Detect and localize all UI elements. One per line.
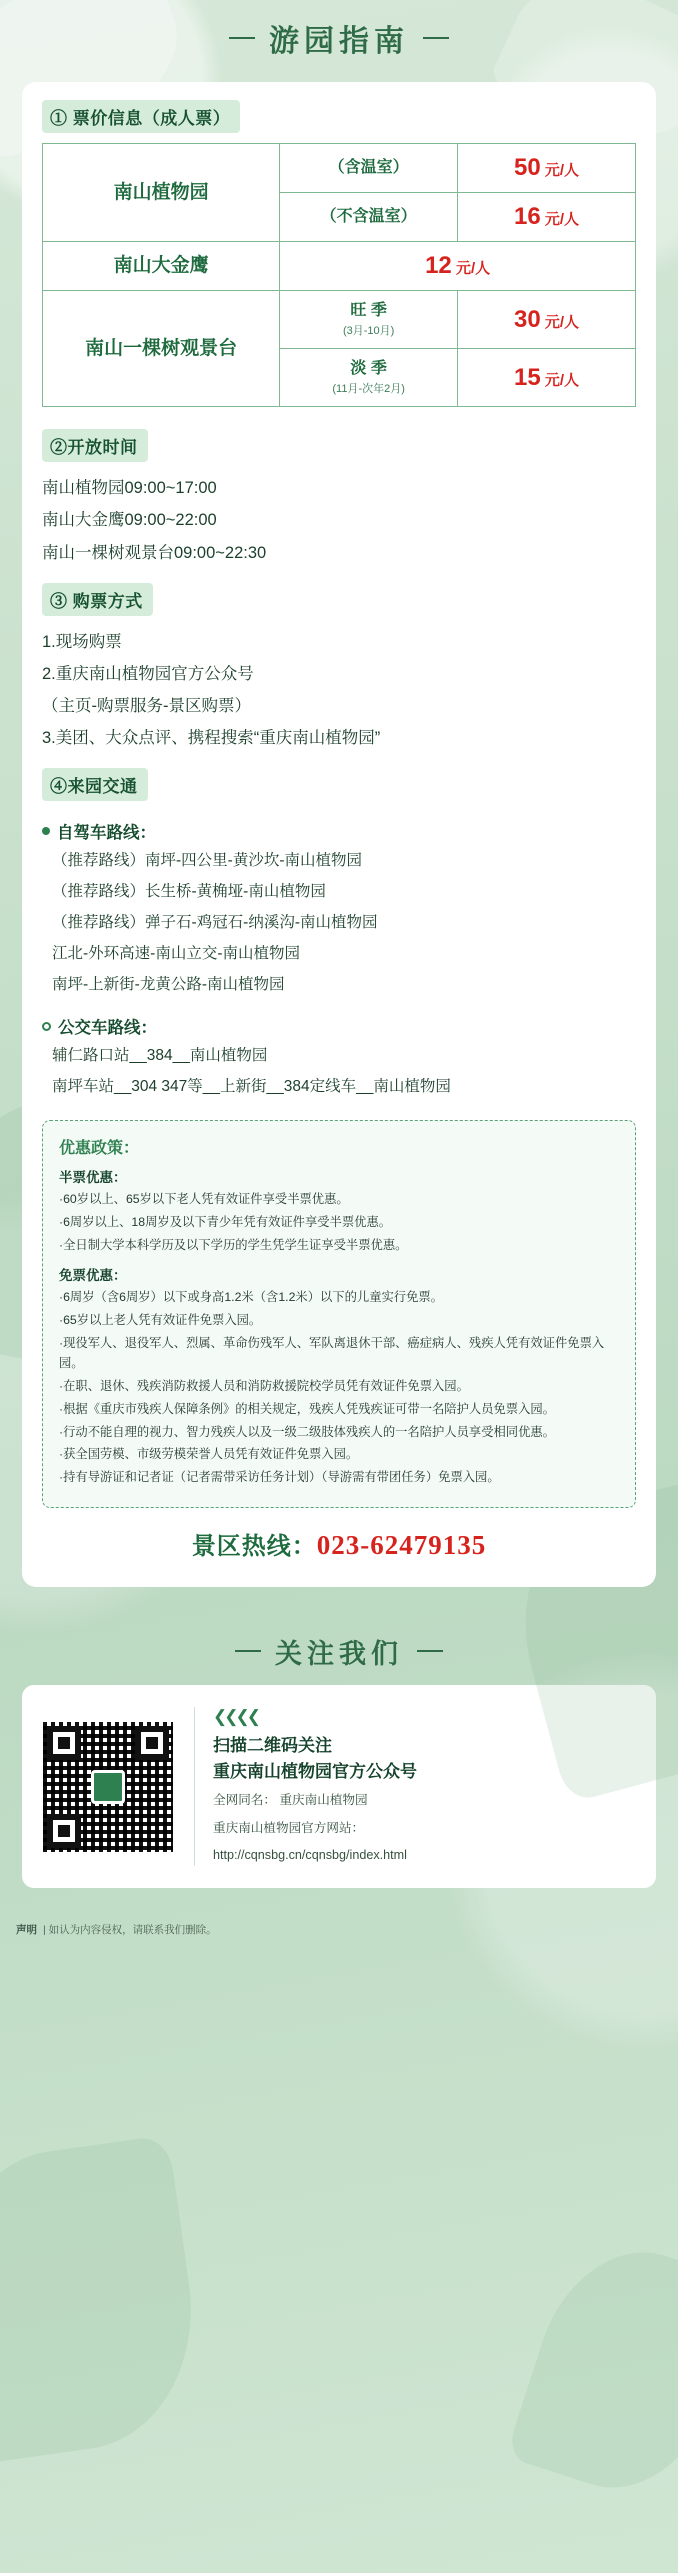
header-dash-right — [423, 37, 449, 39]
hotline — [42, 1526, 636, 1561]
drive-routes-label-text: 自驾车路线： — [57, 824, 156, 843]
buy-method-line: 1.现场购票 — [42, 632, 122, 651]
open-time-list — [42, 472, 636, 569]
price-number: 30 — [514, 305, 541, 333]
qr-text-block — [213, 1707, 638, 1866]
buy-methods-list — [42, 626, 636, 755]
price-number: 12 — [425, 252, 452, 279]
price-value — [458, 193, 636, 242]
bullet-dot-icon — [42, 827, 50, 835]
open-time-line: 南山大金鹰09:00~22:00 — [42, 511, 217, 530]
price-condition: （含温室） — [280, 144, 458, 193]
qr-finder-bottom-left — [47, 1814, 81, 1848]
section-heading-traffic: ④来园交通 — [42, 768, 148, 801]
price-name-nanshan-botanical: 南山植物园 — [43, 144, 280, 242]
price-value — [458, 291, 636, 349]
price-condition — [280, 291, 458, 349]
footer-disclaimer — [0, 1914, 678, 1951]
route-line: 南坪-上新街-龙黄公路-南山植物园 — [52, 976, 285, 994]
decorative-leaf-5 — [0, 2135, 210, 2465]
buy-method-line: 2.重庆南山植物园官方公众号 — [42, 664, 254, 683]
footer-disclaimer-title: 声明 — [16, 1924, 37, 1937]
bullet-dot-hollow-icon — [42, 1022, 51, 1031]
policy-item: ·60岁以上、65岁以下老人凭有效证件享受半票优惠。 — [59, 1192, 349, 1207]
policy-item: ·在职、退休、残疾消防救援人员和消防救援院校学员凭有效证件免票入园。 — [59, 1378, 469, 1393]
qr-card — [22, 1685, 656, 1888]
table-row — [43, 144, 636, 193]
price-table — [42, 143, 636, 407]
buy-method-line: （主页-购票服务-景区购票） — [42, 697, 251, 716]
route-line: 江北-外环高速-南山立交-南山植物园 — [52, 945, 300, 963]
price-condition: （不含温室） — [280, 193, 458, 242]
price-condition-label: 旺 季 — [350, 302, 387, 319]
price-unit: 元/人 — [455, 260, 491, 277]
section-heading-price: ① 票价信息（成人票） — [42, 100, 240, 133]
footer-disclaimer-text: | 如认为内容侵权，请联系我们删除。 — [43, 1924, 217, 1937]
policy-item: ·现役军人、退役军人、烈属、革命伤残军人、军队离退休干部、癌症病人、残疾人凭有效证件免票入园。 — [59, 1335, 605, 1370]
bus-routes-label — [42, 1014, 636, 1038]
decorative-leaf-6 — [505, 2228, 678, 2512]
qr-center-logo — [91, 1770, 125, 1804]
info-line-1: 全网同名： 重庆南山植物园 — [213, 1793, 368, 1808]
policy-free-title: 免票优惠： — [59, 1268, 127, 1284]
page-header — [0, 0, 678, 76]
policy-item: ·持有导游证和记者证（记者需带采访任务计划）（导游需有带团任务）免票入园。 — [59, 1470, 500, 1485]
open-time-line: 南山植物园09:00~17:00 — [42, 479, 217, 498]
price-unit: 元/人 — [544, 211, 580, 228]
route-line: （推荐路线）长生桥-黄桷垭-南山植物园 — [52, 883, 326, 901]
hotline-label: 景区热线： — [191, 1534, 317, 1561]
route-line: （推荐路线）南坪-四公里-黄沙坎-南山植物园 — [52, 852, 362, 870]
price-number: 15 — [514, 363, 541, 391]
price-condition-sub: (3月-10月) — [342, 324, 395, 337]
hotline-number[interactable]: 023-62479135 — [316, 1530, 487, 1561]
policy-item: ·行动不能自理的视力、智力残疾人以及一级二级肢体残疾人的一名陪护人员享受相同优惠。 — [59, 1424, 555, 1439]
header-dash-left — [229, 37, 255, 39]
price-value — [280, 242, 636, 291]
price-condition-sub: (11月-次年2月) — [332, 382, 405, 395]
policy-item: ·6周岁（含6周岁）以下或身高1.2米（含1.2米）以下的儿童实行免票。 — [59, 1290, 443, 1305]
follow-dash-right — [417, 1650, 443, 1652]
policy-box — [42, 1120, 636, 1508]
policy-item: ·获全国劳模、市级劳模荣誉人员凭有效证件免票入园。 — [59, 1447, 359, 1462]
price-unit: 元/人 — [544, 371, 580, 389]
qr-divider — [194, 1707, 195, 1866]
follow-us-title: 关注我们 — [275, 1638, 403, 1669]
policy-item: ·全日制大学本科学历及以下学历的学生凭学生证享受半票优惠。 — [59, 1238, 408, 1253]
open-time-line: 南山一棵树观景台09:00~22:30 — [42, 543, 267, 562]
qr-finder-top-left — [47, 1726, 81, 1760]
follow-dash-left — [235, 1650, 261, 1652]
policy-title: 优惠政策： — [59, 1140, 140, 1158]
table-row — [43, 291, 636, 349]
drive-routes-label — [42, 819, 636, 843]
price-unit: 元/人 — [544, 313, 580, 331]
price-unit: 元/人 — [544, 162, 580, 179]
price-number: 50 — [514, 154, 541, 181]
bus-routes-list — [42, 1040, 636, 1102]
section-heading-open-time: ②开放时间 — [42, 429, 148, 462]
page-title: 游园指南 — [269, 25, 409, 58]
chevron-left-icon: ❮❮❮❮ — [213, 1707, 258, 1727]
main-content-card — [22, 82, 656, 1587]
info-line-2: 重庆南山植物园官方网站： — [213, 1820, 365, 1835]
drive-routes-list — [42, 845, 636, 1000]
policy-item: ·65岁以上老人凭有效证件免票入园。 — [59, 1313, 262, 1328]
section-heading-buy-methods: ③ 购票方式 — [42, 583, 153, 616]
route-line: 南坪车站__304 347等__上新街__384定线车__南山植物园 — [52, 1078, 451, 1096]
price-value — [458, 349, 636, 407]
route-line: （推荐路线）弹子石-鸡冠石-纳溪沟-南山植物园 — [52, 914, 378, 932]
official-website-url[interactable]: http://cqnsbg.cn/cqnsbg/index.html — [213, 1848, 407, 1863]
scan-line-1: 扫描二维码关注 — [213, 1736, 332, 1756]
policy-item: ·根据《重庆市残疾人保障条例》的相关规定，残疾人凭残疾证可带一名陪护人员免票入园。 — [59, 1401, 555, 1416]
table-row — [43, 242, 636, 291]
price-number: 16 — [514, 203, 541, 230]
price-name-one-tree-viewpoint: 南山一棵树观景台 — [43, 291, 280, 407]
price-value — [458, 144, 636, 193]
scan-line-2: 重庆南山植物园官方公众号 — [213, 1761, 417, 1781]
qr-code-image — [40, 1719, 176, 1855]
follow-us-header — [0, 1621, 678, 1681]
policy-item: ·6周岁以上、18周岁及以下青少年凭有效证件享受半票优惠。 — [59, 1215, 392, 1230]
price-name-golden-eagle: 南山大金鹰 — [43, 242, 280, 291]
buy-method-line: 3.美团、大众点评、携程搜索“重庆南山植物园” — [42, 729, 381, 748]
price-condition-label: 淡 季 — [350, 360, 387, 378]
price-condition — [280, 349, 458, 407]
policy-half-title: 半票优惠： — [59, 1170, 127, 1186]
qr-finder-top-right — [135, 1726, 169, 1760]
bus-routes-label-text: 公交车路线： — [58, 1019, 157, 1038]
route-line: 辅仁路口站__384__南山植物园 — [52, 1047, 268, 1065]
